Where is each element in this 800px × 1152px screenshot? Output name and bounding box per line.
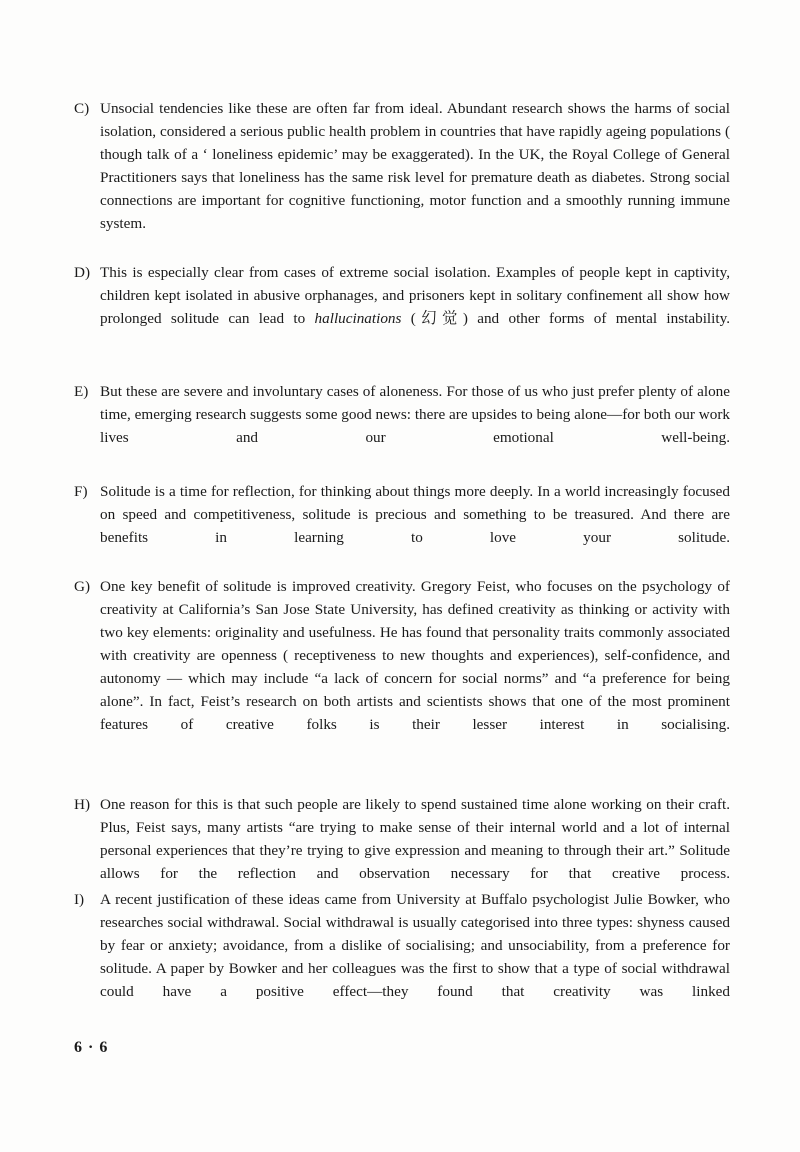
paragraph-text: A recent justification of these ideas came from University at Buffalo psychologist Julie Bowker, who researches social withdrawal. Social withdrawal is usually categorised into three types: shyness caused by fear or anxiety; avoidance, from a dislike of socialising; and unsociability, from a preference for solitude. A paper by Bowker and her colleagues was the first to show that a type of social withdrawal could have a positive effect—they found that creativity was linked [100, 891, 730, 1000]
paragraph-text: Unsocial tendencies like these are often far from ideal. Abundant research shows the harms of social isolation, considered a serious public health problem in countries that have rapidly ageing populations ( though talk of a ‘ loneliness epidemic’ may be exaggerated). In the UK, the Royal College of General Practitioners says that loneliness has the same risk level for premature death as diabetes. Strong social connections are important for cognitive functioning, motor function and a smoothly running immune system. [100, 100, 730, 232]
paragraph-marker: H) [74, 796, 91, 813]
text-segment: This is especially clear from cases of extreme social isolation. Examples of people kept in captivity, children kept isolated in abusive orphanages, and prisoners kept in solitary confinement all show how prolonged solitude can lead to [100, 264, 730, 327]
paragraph-text [100, 261, 730, 353]
text-segment: (幻觉) and other forms of mental instability. [401, 310, 730, 327]
paragraph-c [74, 97, 730, 258]
paragraph-g [74, 575, 730, 759]
paragraph-marker: F) [74, 483, 88, 500]
paragraph-i [74, 888, 730, 1026]
paragraph-text: One reason for this is that such people are likely to spend sustained time alone working on their craft. Plus, Feist says, many artists “are trying to make sense of their internal world and a lot of internal personal experiences that they’re trying to give expression and meaning to through their art.” Solitude allows for the reflection and observation necessary for that creative process. [100, 796, 730, 882]
paragraph-d [74, 261, 730, 353]
paragraph-marker: G) [74, 578, 91, 595]
paragraph-text: One key benefit of solitude is improved creativity. Gregory Feist, who focuses on the psychology of creativity at California’s San Jose State University, has defined creativity as thinking or activity with two key elements: originality and usefulness. He has found that personality traits commonly associated with creativity are openness ( receptiveness to new thoughts and experiences), self-confidence, and autonomy — which may include “a lack of concern for social norms” and “a preference for being alone”. In fact, Feist’s research on both artists and scientists shows that one of the most prominent features of creative folks is their lesser interest in socialising. [100, 578, 730, 733]
paragraph-marker: I) [74, 891, 85, 908]
paragraph-marker: D) [74, 264, 91, 281]
paragraph-f [74, 480, 730, 572]
italic-term: hallucinations [314, 310, 402, 327]
paragraph-e [74, 380, 730, 472]
page-number: 6 · 6 [74, 1039, 109, 1056]
paragraph-text: But these are severe and involuntary cases of aloneness. For those of us who just prefer plenty of alone time, emerging research suggests some good news: there are upsides to being alone—for both our work lives and our emotional well-being. [100, 383, 730, 446]
paragraph-marker: E) [74, 383, 89, 400]
paragraph-text: Solitude is a time for reflection, for thinking about things more deeply. In a world increasingly focused on speed and competitiveness, solitude is precious and something to be treasured. And there are benefits in learning to love your solitude. [100, 483, 730, 546]
paragraph-marker: C) [74, 100, 90, 117]
